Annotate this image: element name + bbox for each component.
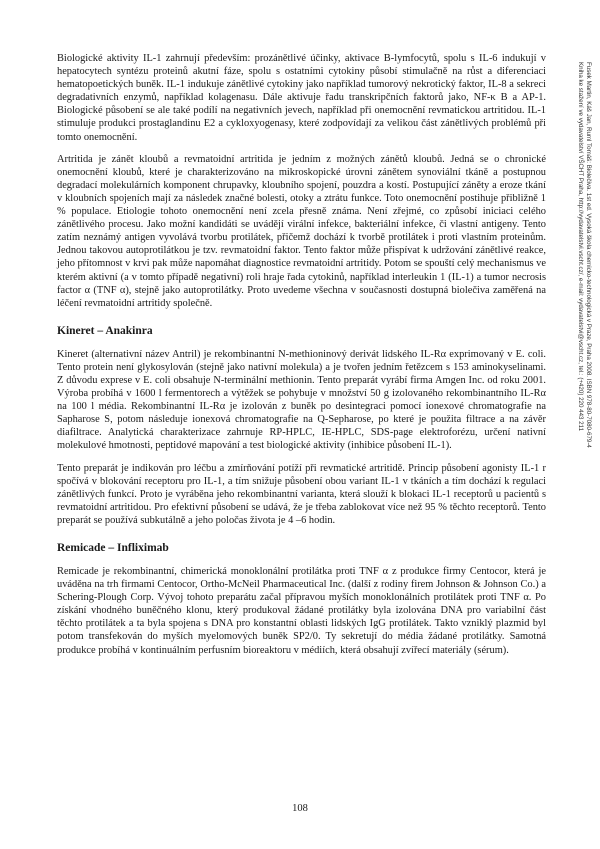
page-body: [57, 52, 546, 666]
page-number: 108: [292, 803, 308, 814]
paragraph-kineret-2: Tento preparát je indikován pro léčbu a zmírňování potíží při revmatické artritidě. Princip působení agonisty IL-1 r spočívá v blokování receptoru pro IL-1, a tím snižuje působení obou variant IL-1 v tkáních a tím dochází k regulaci zánětlivých funkcí. Proto je vyráběna jeho rekombinantní varianta, která slouží k blokaci IL-1 receptorů u pacientů s revmatoidní artritidou. Pro efektivní působení se udává, že je třeba zablokovat více než 95 % těchto receptorů. Tento preparát se používá subkutálně a jeho poločas života je 4 –6 hodin.: [57, 462, 546, 526]
paragraph-remicade-1: Remicade je rekombinantní, chimerická monoklonální protilátka proti TNF α z produkce firmy Centocor, která je uváděna na trh firmami Centocor, Ortho-McNeil Pharmaceutical Inc. (další z rodiny firem Johnson & Johnson Co.) a Schering-Plough Corp. Vývoj tohoto preparátu začal přípravou myších monoklonálních protilátek proti TNF α. Po získání vhodného buněčného klonu, který produkoval žádané protilátky byla izolována DNA pro variabilní část těchto protilátek a ta byla spojena s DNA pro konstantní oblasti lidských IgG protilátek. Takto vzniklý plazmid byl potom transfekován do myších myelomových buněk SP2/0. Ty sekretují do média žádané protilátky. Samotná produkce probíhá v kontinuálním perfusním bioreaktoru v médiích, která obsahují zvířecí materiály (sérum).: [57, 566, 546, 656]
paragraph-kineret-1: Kineret (alternativní název Antril) je rekombinantní N-methioninový derivát lidského IL-Rα exprimovaný v E. coli. Tento protein není glykosylován (stejně jako nativní molekula) a je tvořen jedním řetězcem s 153 aminokyselinami. Z důvodu exprese v E. coli obsahuje N-terminální methionin. Tento preparát vyrábí firma Amgen Inc. od roku 2001. Výroba probíhá v 1600 l fermentorech a výtěžek se pohybuje v množství 50 g izolovaného rekombinantního IL-Rα na 100 l média. Rekombinantní IL-Rα je izolován z buněk po desintegraci pomocí ionexové chromatografie na Sapharose S, potom následuje ionexová chromatografie na Q-Sepharose, po které je použita filtrace a na závěr diafiltrace. Analytická charakterizace zahrnuje RP-HPLC, IE-HPLC, SDS-page elektroforézu, určení nativní molekulové hmotnosti, peptidové mapování a test biologické aktivity (inhibice působení IL-1).: [57, 348, 546, 452]
sidebar-citation-line-1: Fusek Martin, Káš Jan, Ruml Tomáš: Biolečiva. 1st ed. Vysoká škola chemicko-technologická v Praze, Praha 2008. ISBN 978-80-7080-679-4: [585, 62, 592, 448]
paragraph-il1-activities: Biologické aktivity IL-1 zahrnují především: prozánětlivé účinky, aktivace B-lymfocytů, spolu s IL-6 indukují v hepatocytech syntézu proteinů akutní fáze, spolu s ostatními cytokiny působí stimulačně na růst a diferenciaci hematopoetických buněk. IL-1 indukuje zánětlivé cytokiny jako například tumorový nekrotický faktor, IL-8 a sekreci degradativních enzymů, například kolagenasu. Dále aktivuje řadu transkripčních faktorů jako, NF-κ B a AP-1. Biologické působení se ale také podílí na negativních jevech, například při onemocnění revmatickou artritidou. IL-1 stimuluje produkci prostaglandinu E2 a cykloxyogenasy, které zodpovídají za velikou část zánětlivých problémů při tomto onemocnění.: [57, 53, 546, 143]
sidebar-citation-line-2: Kniha ke stažení ve vydavatelství VŠCHT Praha, http://vydavatelstvi.vscht.cz/, e-mail: vydavatelstvi@vscht.cz, tel.: (+420) 220 443 211: [577, 62, 584, 432]
sidebar-citation: [576, 62, 592, 602]
heading-kineret: Kineret – Anakinra: [57, 324, 153, 337]
heading-remicade: Remicade – Infliximab: [57, 542, 169, 554]
paragraph-arthritis: Artritida je zánět kloubů a revmatoidní artritida je jedním z možných zánětů kloubů. Jedná se o chronické onemocnění kloubů, které je charakterizováno na mikroskopické úrovni zánětem synoviální tkáně a postupnou degradací molekulárních komponent chrupavky, kloubního spojení, pouzdra a kostí. Postupující záněty a eroze tkání v kloubních spojeních mají za následek značné bolesti, otoky a ztrátu funkce. Toto onemocnění postihuje přibližně 1 % populace. Etiologie tohoto onemocnění není zcela přesně známa. Není zřejmé, co způsobí iniciaci celého zánětlivého procesu. Jako možní kandidáti se uvádějí virální infekce, bakteriální infekce, či vlastní antigeny. Tento zatím neznámý antigen vyvolává tvorbu protilátek, přičemž dochází k tvorbě protilátek i proti vlastním proteinům. Jednou takovou autoprotilátkou je tzv. revmatoidní faktor. Tento faktor může přispívat k udržování zánětlivé reakce, jeho přítomnost v krvi pak může napomáhat diagnostice revmatoidní artritidy. Potom se spouští celý mechanismus ve kterém aktivní (a v tomto případě negativní) roli hraje řada cytokinů, například interleukin 1 (IL-1) a tumor necrosis factor α (TNF α), stejně jako autoprotilátky. Proto uvedeme všechna v současnosti dostupná biolečiva zaměřená na léčení revmatoidní artritidy společně.: [57, 153, 546, 309]
